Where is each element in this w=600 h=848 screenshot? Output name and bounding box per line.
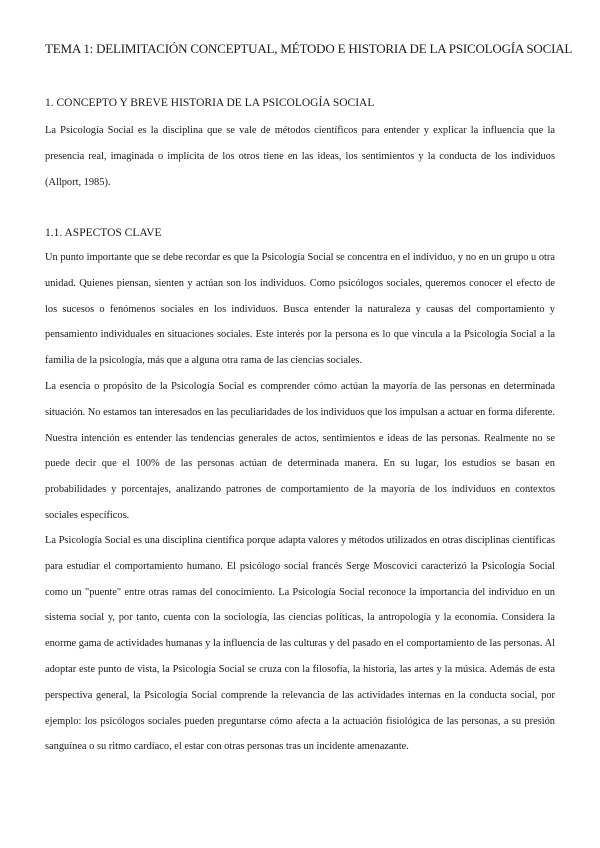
document-title: TEMA 1: DELIMITACIÓN CONCEPTUAL, MÉTODO E HISTORIA DE LA PSICOLOGÍA SOCIAL xyxy=(45,41,573,56)
paragraph-individuo: Un punto importante que se debe recordar es que la Psicología Social se concentra en el individuo, y no en un grupo u otra unidad. Quienes piensan, sienten y actúan son los individuos. Como psicólogos sociales, queremos conocer el efecto de los sucesos o fenómenos sociales en los individuos. Busca entender la naturaleza y causas del comportamiento y pensamiento individuales en situaciones sociales. Este interés por la persona es lo que vincula a la Psicología Social a la familia de la psicología, más que a alguna otra rama de las ciencias sociales. xyxy=(45,252,555,367)
paragraph-esencia: La esencia o propósito de la Psicología Social es comprender cómo actúan la mayoría de las personas en determinada situación. No estamos tan interesados en las peculiaridades de los individuos que los impulsan a actuar en forma diferente. Nuestra intención es entender las tendencias generales de actos, sentimientos e ideas de las personas. Realmente no se puede decir que el 100% de las personas actúan de determinada manera. En su lugar, los estudios se basan en probabilidades y porcentajes, analizando patrones de comportamiento de la mayoría de los individuos en contextos sociales específicos. xyxy=(45,381,555,521)
paragraph-disciplina-cientifica: La Psicología Social es una disciplina científica porque adapta valores y métodos utilizados en otras disciplinas científicas para estudiar el comportamiento humano. El psicólogo social francés Serge Moscovici caracterizó la Psicología Social como un "puente" entre otras ramas del conocimiento. La Psicología Social reconoce la importancia del individuo en un sistema social y, por tanto, cuenta con la sociología, las ciencias políticas, la antropología y la economía. Considera la enorme gama de actividades humanas y la influencia de las culturas y del pasado en el comportamiento de las personas. Al adoptar este punto de vista, la Psicología Social se cruza con la filosofía, la historia, las artes y la música. Además de esta perspectiva general, la Psicología Social comprende la relevancia de las actividades internas en la conducta social, por ejemplo: los psicólogos sociales pueden preguntarse cómo afecta a la actuación fisiológica de las personas, a su presión sanguínea o su ritmo cardíaco, el estar con otras personas tras un incidente amenazante. xyxy=(45,535,555,753)
section-heading-concepto: 1. CONCEPTO Y BREVE HISTORIA DE LA PSICOLOGÍA SOCIAL xyxy=(45,97,375,109)
section-heading-aspectos-clave: 1.1. ASPECTOS CLAVE xyxy=(45,227,162,239)
paragraph-definicion: La Psicología Social es la disciplina que se vale de métodos científicos para entender y explicar la influencia que la presencia real, imaginada o implícita de los otros tiene en las ideas, los sentimientos y la conducta de los individuos (Allport, 1985). xyxy=(45,125,555,188)
